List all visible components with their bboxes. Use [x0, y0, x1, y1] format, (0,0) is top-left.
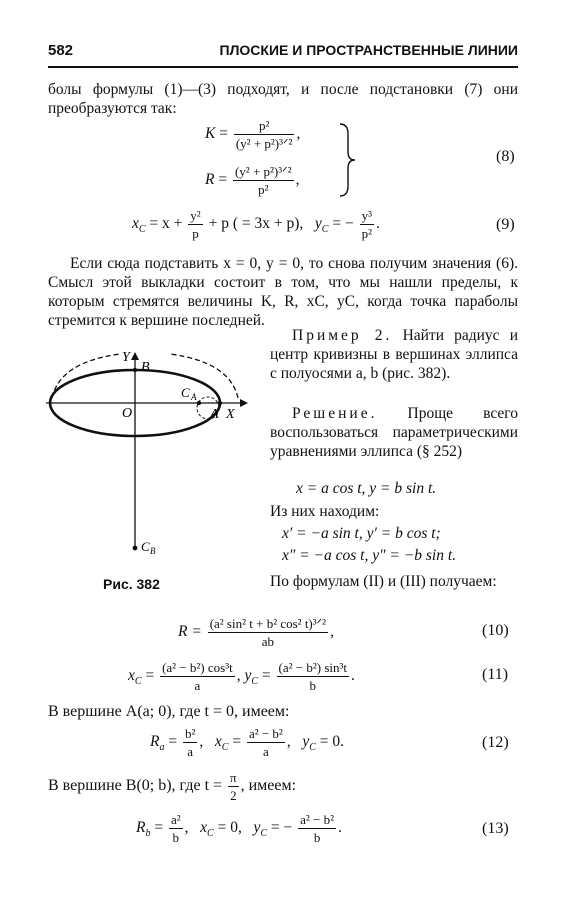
eq9: $x_C = x$ + $\frac{\text{y²}}{p}$ + p ( = 3x + p), $y_C$ = − $\frac{\text{y³}}{\text{p²}}$ . [132, 208, 380, 241]
param-equations: x = a cos t, y = b sin t. [296, 480, 437, 497]
label-y: Y [122, 350, 130, 365]
second-derivatives: x″ = −a cos t, y″ = −b sin t. [282, 547, 456, 564]
solution-label: Решение. [292, 405, 378, 422]
eq13: $R_b$ = $\frac{\text{a²}}{b}$ , $x_C = 0$, $y_C$ = − $\frac{\text{a² − b²}}{b}$ . [136, 812, 342, 845]
eq13-yc-frac: $\frac{\text{a² − b²}}{b}$ [300, 812, 335, 845]
header-rule [48, 66, 518, 68]
vertex-b-text: В вершине B(0; b), где t = $\frac{\pi}{2}$ , имеем: [48, 770, 297, 803]
ellipse-figure [40, 340, 250, 570]
eq10-frac: $\frac{\text{(a² sin² t + b² cos² t)³ᐟ²}}{ab}$ [209, 616, 327, 649]
label-x: X [226, 407, 235, 422]
example-text: Найти радиус и центр кривизны в вершинах эллипса с полуосями a, b (рис. 382). [270, 327, 518, 382]
point-a [218, 401, 222, 405]
point-ca [197, 401, 201, 405]
vertex-b-frac: $\frac{\pi}{2}$ [230, 770, 237, 803]
point-b [133, 368, 137, 372]
eq12: $R_a$ = $\frac{\text{b²}}{a}$ , $x_C$ = $\frac{\text{a² − b²}}{a}$ , $y_C = 0$. [150, 726, 345, 759]
eq9-yc-frac: $\frac{\text{y³}}{\text{p²}}$ [361, 208, 372, 241]
eq12-xc-frac: $\frac{\text{a² − b²}}{a}$ [248, 726, 283, 759]
solution [270, 404, 518, 461]
label-o: O [122, 406, 133, 421]
vertex-a-text: В вершине A(a; 0), где t = 0, имеем: [48, 703, 290, 720]
eq9-number: (9) [496, 216, 515, 233]
eq11-xc-frac: $\frac{\text{(a² − b²) cos³t}}{a}$ [162, 660, 233, 693]
eq9-xc-frac: $\frac{\text{y²}}{p}$ [190, 208, 201, 241]
find-text: Из них находим: [270, 503, 380, 520]
label-b: B [141, 360, 150, 375]
eq12-ra-frac: $\frac{\text{b²}}{a}$ [184, 726, 196, 759]
eq8-k: K = $\frac{\text{p²}}{\text{(y² + p²)³ᐟ²}}$ , [205, 118, 301, 151]
running-title: ПЛОСКИЕ И ПРОСТРАНСТВЕННЫЕ ЛИНИИ [219, 42, 518, 58]
x-axis-arrow [240, 399, 248, 407]
eq13-number: (13) [482, 820, 509, 837]
paragraph-intro: болы формулы (1)—(3) подходят, и после подстановки (7) они преобразуются так: [48, 81, 518, 117]
eq10: R = $\frac{\text{(a² sin² t + b² cos² t)³ᐟ²}}{ab}$ , [178, 616, 334, 649]
eq8-number: (8) [496, 148, 515, 165]
label-cb: C [141, 539, 150, 554]
example-label: Пример 2. [292, 327, 393, 344]
label-a: A [210, 407, 219, 422]
label-ca-sub: A [191, 392, 197, 402]
eq13-rb-frac: $\frac{\text{a²}}{b}$ [170, 812, 181, 845]
eq8-k-frac: $\frac{\text{p²}}{\text{(y² + p²)³ᐟ²}}$ [235, 118, 293, 151]
example-2 [270, 326, 518, 383]
page-header [48, 42, 518, 66]
label-cb-sub: B [150, 546, 156, 556]
eq11: $x_C$ = $\frac{\text{(a² − b²) cos³t}}{a}$ , $y_C$ = $\frac{\text{(a² − b²) sin³t}}{b}$ . [128, 660, 355, 693]
formula-text: По формулам (II) и (III) получаем: [270, 573, 497, 590]
eq11-number: (11) [482, 666, 509, 683]
label-ca: C [181, 385, 190, 400]
eq8-r-frac: $\frac{\text{(y² + p²)³ᐟ²}}{\text{p²}}$ [234, 164, 292, 197]
eq11-yc-frac: $\frac{\text{(a² − b²) sin³t}}{b}$ [278, 660, 348, 693]
y-axis-arrow [131, 352, 139, 360]
eq12-number: (12) [482, 734, 509, 751]
page-number: 582 [48, 42, 74, 59]
eq8-r: R = $\frac{\text{(y² + p²)³ᐟ²}}{\text{p²}}$ , [205, 164, 300, 197]
figure-caption: Рис. 382 [103, 576, 160, 592]
paragraph-limits: Если сюда подставить x = 0, y = 0, то снова получим значения (6). Смысл этой выкладки состоит в том, что мы нашли пределы, к которым стремятся величины K, R, xC, yC, когда точка параболы стремится к вершине последней. [48, 255, 518, 329]
eq10-number: (10) [482, 622, 509, 639]
solution-text: Проще всего воспользоваться параметрическими уравнениями эллипса (§ 252) [270, 405, 518, 460]
first-derivatives: x′ = −a sin t, y′ = b cos t; [282, 525, 441, 542]
right-brace [338, 122, 358, 198]
point-cb [133, 546, 138, 551]
